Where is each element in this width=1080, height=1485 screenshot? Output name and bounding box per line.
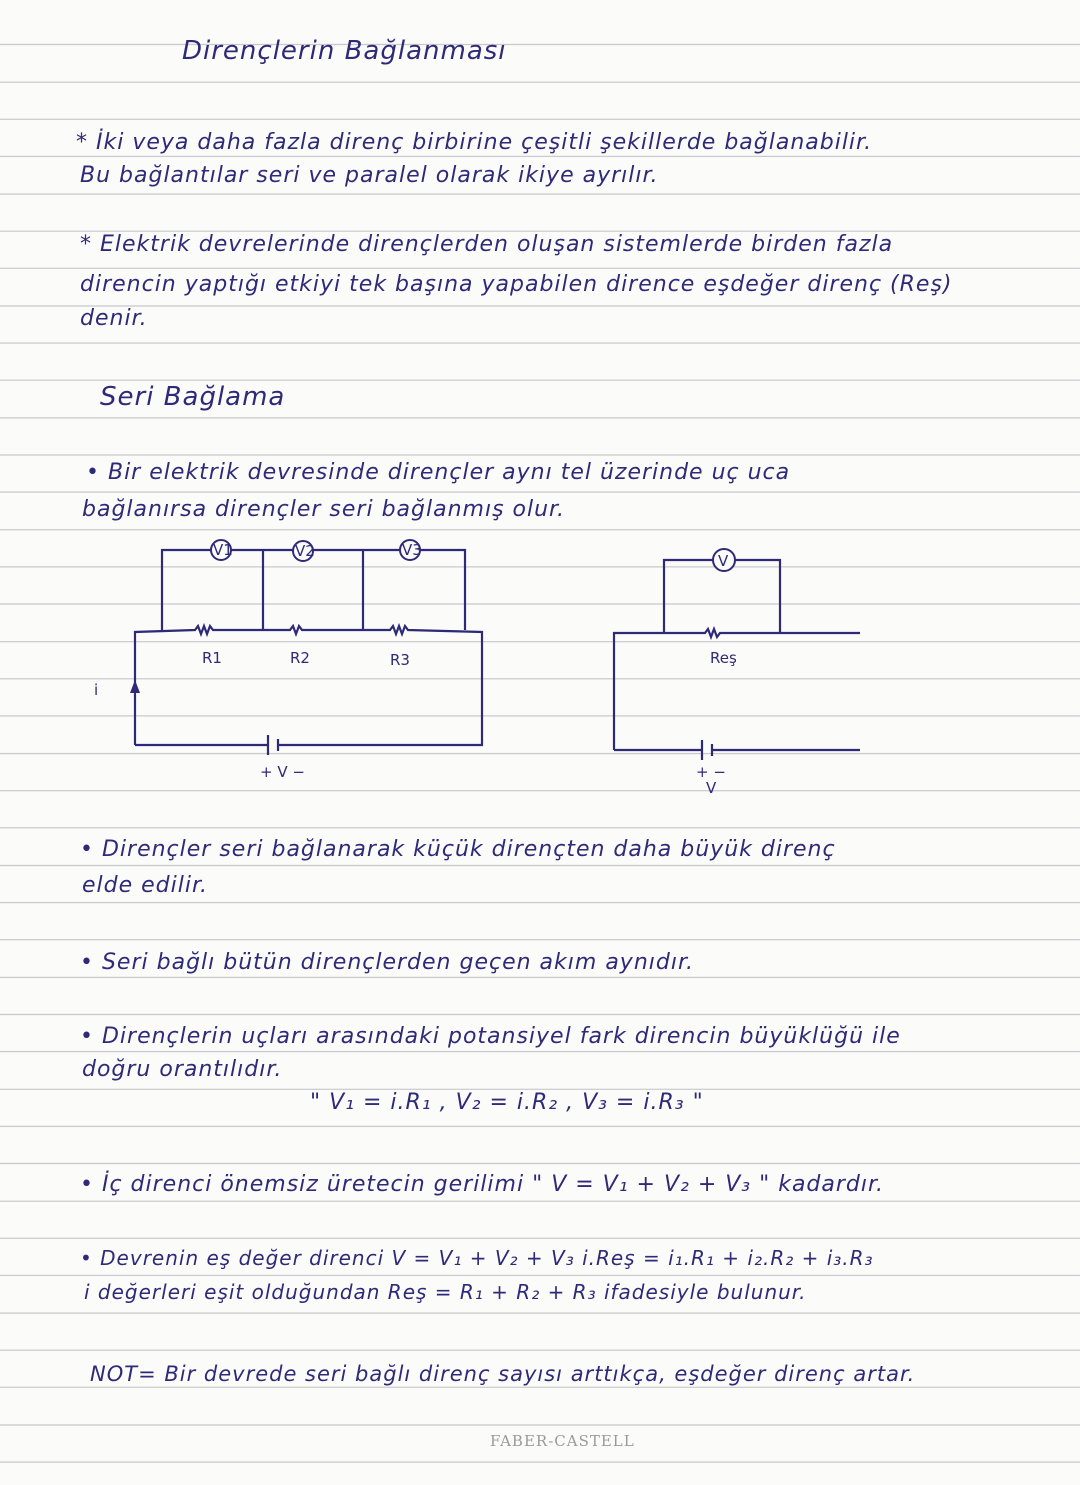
source-polarity-label: + −: [696, 763, 726, 781]
series-circuit-diagram: [94, 535, 500, 785]
bullet-line: doğru orantılıdır.: [82, 1057, 283, 1082]
brand-logo: FABER-CASTELL: [490, 1432, 635, 1450]
voltmeter-v1-label: V1: [213, 541, 233, 559]
bullet-line: • Devrenin eş değer direnci V = V₁ + V₂ + V₃ i.Reş = i₁.R₁ + i₂.R₂ + i₃.R₃: [80, 1246, 874, 1270]
equivalent-resistor-label: Reş: [710, 649, 737, 667]
resistor-r1-label: R1: [202, 649, 222, 667]
bullet-line: • Dirençler seri bağlanarak küçük dirençten daha büyük direnç: [80, 837, 836, 862]
resistor-r3-label: R3: [390, 651, 410, 669]
current-label: i: [94, 681, 99, 699]
section-heading: Seri Bağlama: [100, 382, 286, 412]
paragraph-line: * İki veya daha fazla direnç birbirine çeşitli şekillerde bağlanabilir.: [76, 130, 873, 155]
bullet-line: i değerleri eşit olduğundan Reş = R₁ + R₂ + R₃ ifadesiyle bulunur.: [84, 1280, 807, 1304]
definition-line: • Bir elektrik devresinde dirençler aynı tel üzerinde uç uca: [86, 460, 791, 485]
resistor-r2-label: R2: [290, 649, 310, 667]
paragraph-line: * Elektrik devrelerinde dirençlerden oluşan sistemlerde birden fazla: [80, 232, 894, 257]
bullet-line: • İç direnci önemsiz üretecin gerilimi " V = V₁ + V₂ + V₃ " kadardır.: [80, 1172, 885, 1197]
paragraph-line: direncin yaptığı etkiyi tek başına yapabilen dirence eşdeğer direnç (Reş): [80, 272, 953, 297]
note-text: NOT= Bir devrede seri bağlı direnç sayısı arttıkça, eşdeğer direnç artar.: [90, 1362, 916, 1386]
source-label: + V −: [260, 763, 305, 781]
source-label: V: [706, 779, 717, 797]
bullet-line: • Seri bağlı bütün dirençlerden geçen akım aynıdır.: [80, 950, 694, 975]
bullet-line: • Dirençlerin uçları arasındaki potansiyel fark direncin büyüklüğü ile: [80, 1024, 901, 1049]
equivalent-circuit-diagram: [600, 545, 860, 795]
paragraph-line: denir.: [80, 306, 148, 331]
voltmeter-v2-label: V2: [295, 542, 315, 560]
formula-line: " V₁ = i.R₁ , V₂ = i.R₂ , V₃ = i.R₃ ": [310, 1090, 704, 1115]
voltmeter-v3-label: V3: [402, 541, 422, 559]
page-title: Dirençlerin Bağlanması: [182, 36, 507, 66]
definition-line: bağlanırsa dirençler seri bağlanmış olur.: [82, 497, 566, 522]
voltmeter-label: V: [718, 552, 729, 570]
bullet-line: elde edilir.: [82, 873, 208, 898]
paragraph-line: Bu bağlantılar seri ve paralel olarak ikiye ayrılır.: [80, 163, 659, 188]
